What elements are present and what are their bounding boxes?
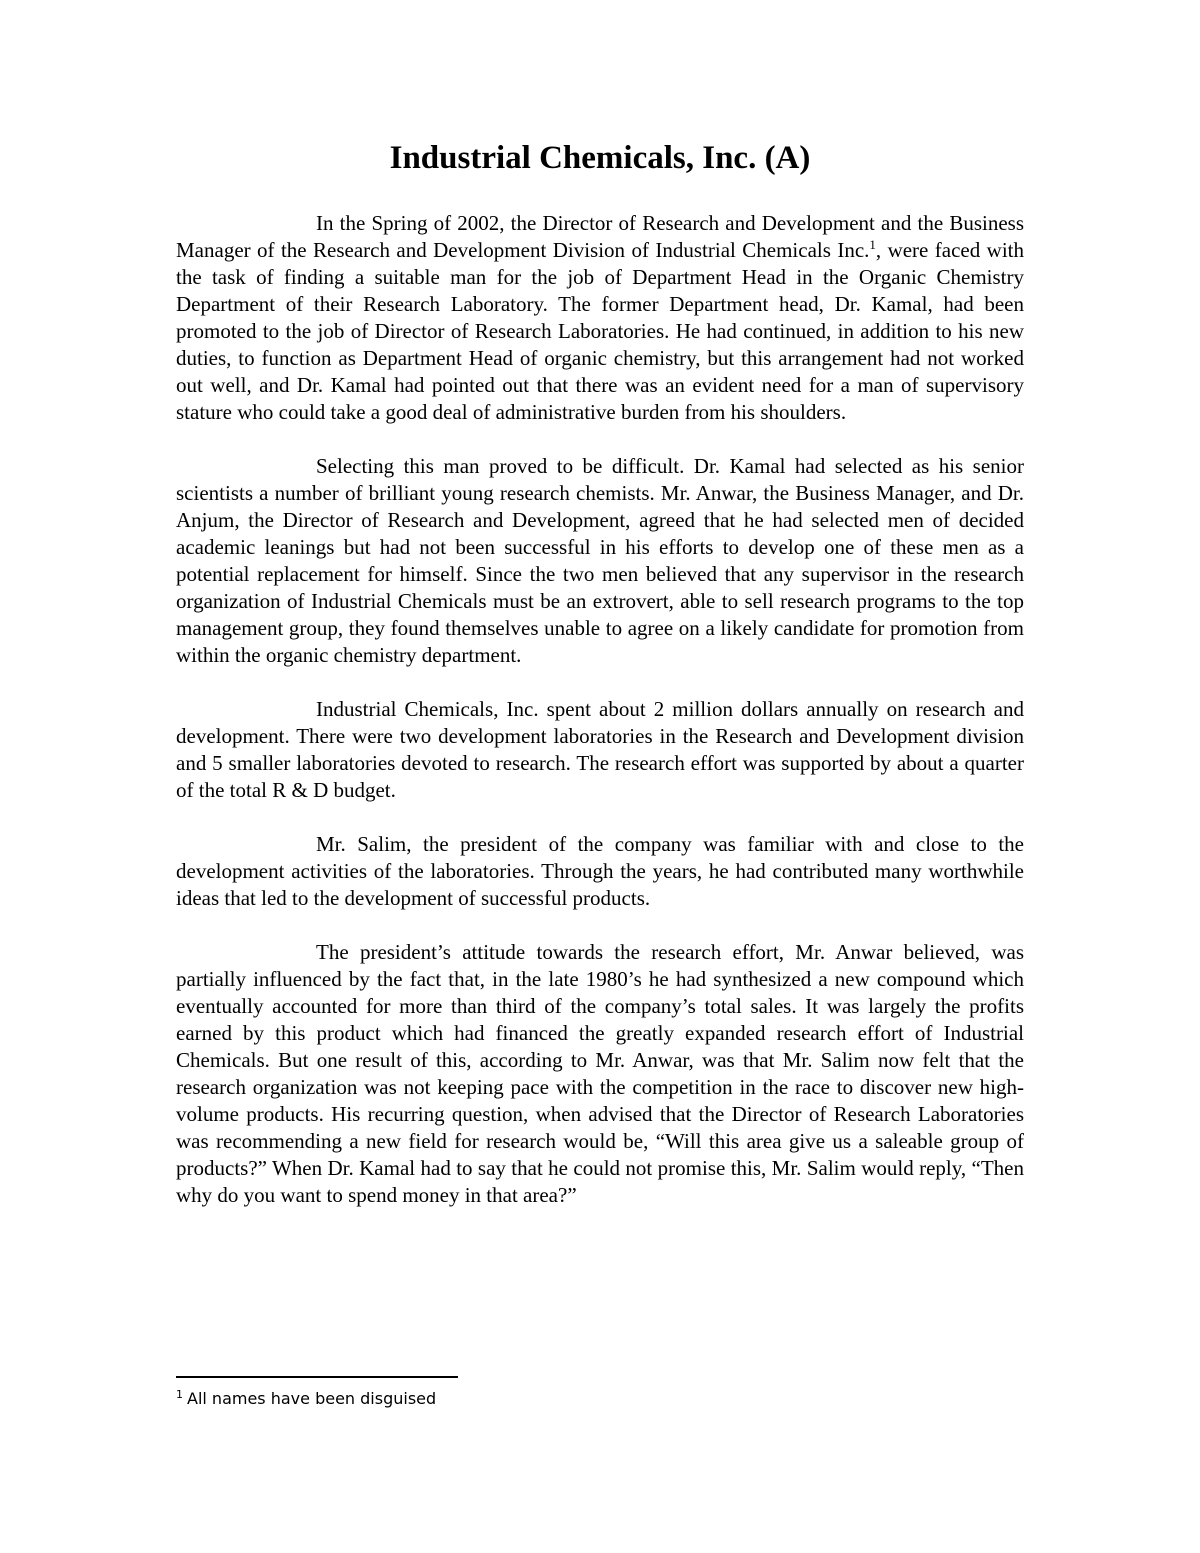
footnote-separator <box>176 1376 458 1378</box>
footnote-number: 1 <box>176 1387 183 1401</box>
paragraph-2: Selecting this man proved to be difficult. Dr. Kamal had selected as his senior scientists a number of brilliant young research chemists. Mr. Anwar, the Business Manager, and Dr. Anjum, the Director of Research and Development, agreed that he had selected men of decided academic leanings but had not been successful in his efforts to develop one of these men as a potential replacement for himself. Since the two men believed that any supervisor in the research organization of Industrial Chemicals must be an extrovert, able to sell research programs to the top management group, they found themselves unable to agree on a likely candidate for promotion from within the organic chemistry department. <box>176 454 1024 667</box>
paragraph-1-text-start: In the Spring of 2002, the Director of Research and Development and the Business Manager of the Research and Development Division of Industrial Chemicals Inc. <box>176 211 1024 262</box>
document-title: Industrial Chemicals, Inc. (A) <box>389 140 811 176</box>
footnote-text: All names have been disguised <box>187 1389 437 1408</box>
paragraph-1-text-end: , were faced with the task of finding a suitable man for the job of Department Head in the Organic Chemistry Department of their Research Laboratory. The former Department head, Dr. Kamal, had been promoted to the job of Director of Research Laboratories. He had continued, in addition to his new duties, to function as Department Head of organic chemistry, but this arrangement had not worked out well, and Dr. Kamal had pointed out that there was an evident need for a man of supervisory stature who could take a good deal of administrative burden from his shoulders. <box>176 238 1025 424</box>
footnote <box>176 1388 436 1410</box>
paragraph-5: The president’s attitude towards the research effort, Mr. Anwar believed, was partially influenced by the fact that, in the late 1980’s he had synthesized a new compound which eventually accounted for more than third of the company’s total sales. It was largely the profits earned by this product which had financed the greatly expanded research effort of Industrial Chemicals. But one result of this, according to Mr. Anwar, was that Mr. Salim now felt that the research organization was not keeping pace with the competition in the race to discover new high-volume products. His recurring question, when advised that the Director of Research Laboratories was recommending a new field for research would be, “Will this area give us a saleable group of products?” When Dr. Kamal had to say that he could not promise this, Mr. Salim would reply, “Then why do you want to spend money in that area?” <box>176 940 1024 1207</box>
paragraph-4: Mr. Salim, the president of the company was familiar with and close to the development activities of the laboratories. Through the years, he had contributed many worthwhile ideas that led to the development of successful products. <box>176 832 1024 910</box>
paragraph-1 <box>176 210 1024 426</box>
paragraph-3: Industrial Chemicals, Inc. spent about 2 million dollars annually on research and development. There were two development laboratories in the Research and Development division and 5 smaller laboratories devoted to research. The research effort was supported by about a quarter of the total R & D budget. <box>176 697 1024 802</box>
footnote-reference: 1 <box>869 237 876 252</box>
document-body <box>176 210 1024 1236</box>
